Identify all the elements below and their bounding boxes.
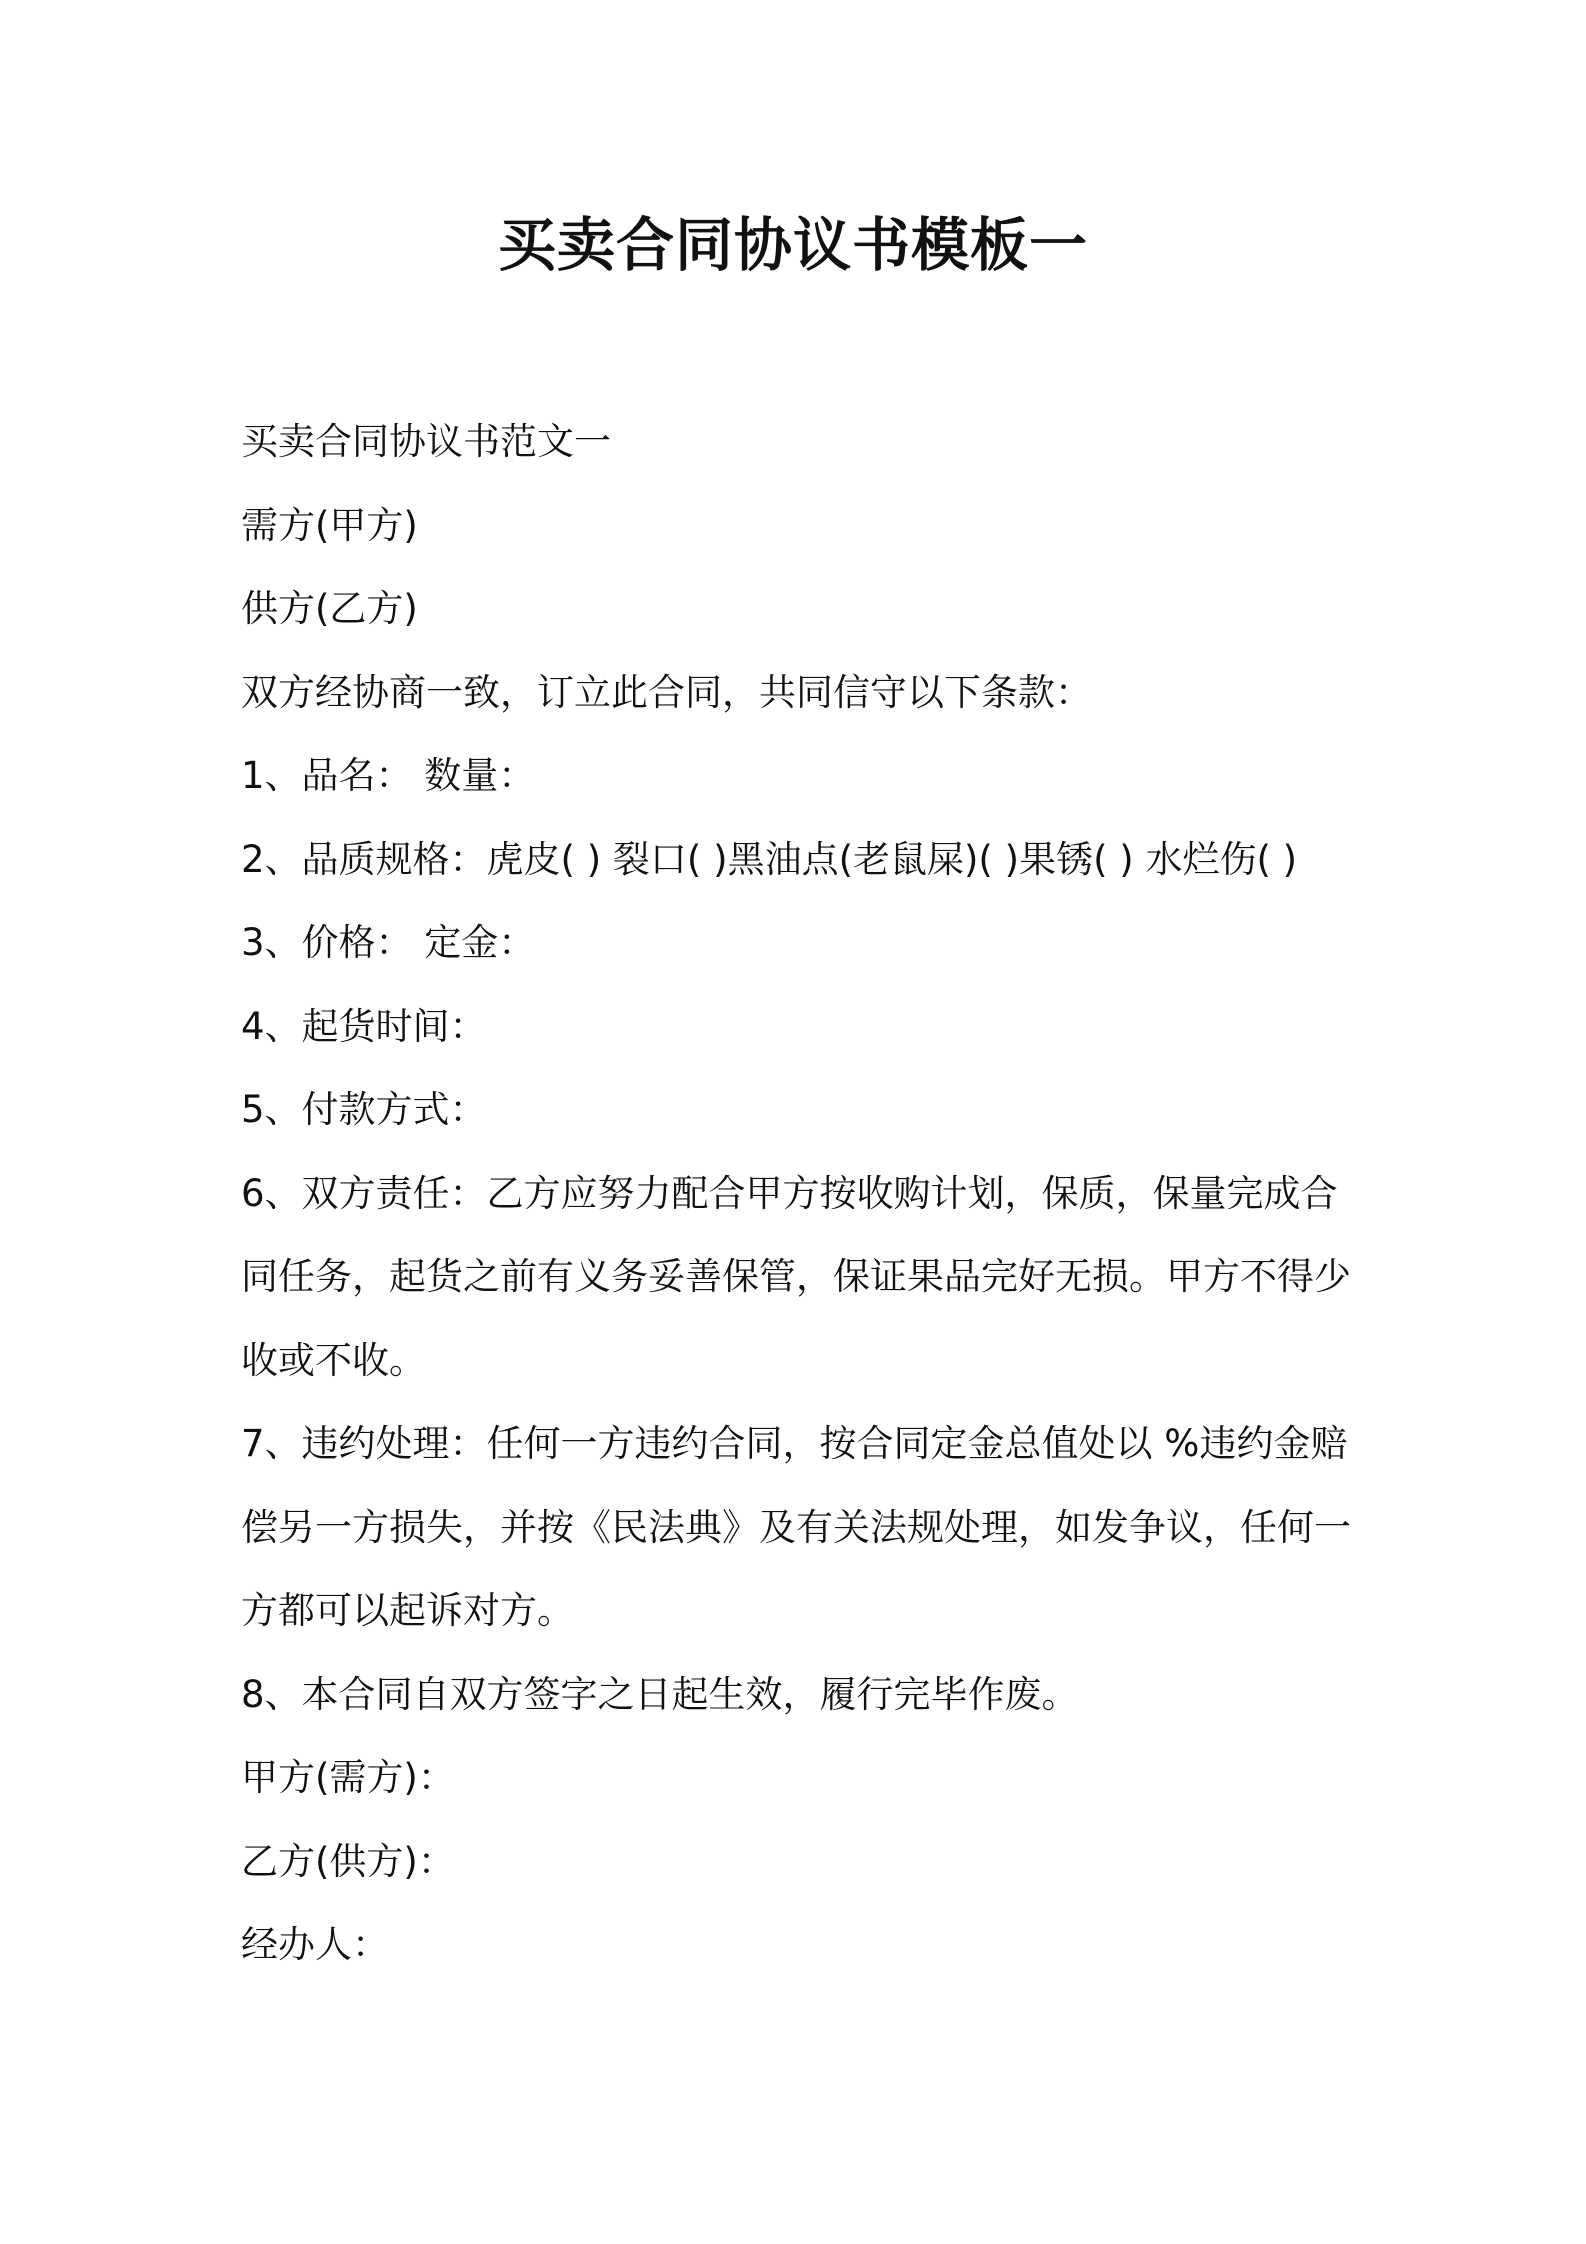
buyer-party-line: 需方(甲方)	[241, 503, 418, 547]
clause-6-line-1: 6、双方责任：乙方应努力配合甲方按收购计划，保质，保量完成合	[241, 1171, 1338, 1215]
clause-6-paragraph	[241, 1152, 1361, 1403]
clause-5-line: 5、付款方式：	[241, 1088, 487, 1131]
buyer-signature-line: 甲方(需方)：	[241, 1756, 455, 1799]
seller-signature-line: 乙方(供方)：	[241, 1839, 455, 1883]
subtitle-line: 买卖合同协议书范文一	[241, 420, 611, 463]
clause-1-line: 1、品名： 数量：	[241, 754, 536, 797]
clause-4-line: 4、起货时间：	[241, 1004, 487, 1048]
clause-7-line-2: 偿另一方损失，并按《民法典》及有关法规处理，如发争议，任何一	[241, 1505, 1351, 1549]
clause-7-paragraph	[241, 1402, 1361, 1653]
clause-6-line-3: 收或不收。	[241, 1338, 426, 1382]
clause-3-line: 3、价格： 定金：	[241, 921, 536, 964]
handler-signature-line: 经办人：	[241, 1923, 389, 1966]
clause-6-line-2: 同任务，起货之前有义务妥善保管，保证果品完好无损。甲方不得少	[241, 1255, 1351, 1298]
clause-7-line-3: 方都可以起诉对方。	[241, 1589, 574, 1632]
clause-7-line-1: 7、违约处理：任何一方违约合同，按合同定金总值处以 %违约金赔	[241, 1422, 1348, 1465]
seller-party-line: 供方(乙方)	[241, 587, 418, 630]
document-body	[241, 400, 1361, 1987]
clause-2-line: 2、品质规格：虎皮( ) 裂口( )黑油点(老鼠屎)( )果锈( ) 水烂伤( )	[241, 837, 1298, 881]
document-title: 买卖合同协议书模板一	[497, 211, 1088, 279]
intro-line: 双方经协商一致，订立此合同，共同信守以下条款：	[241, 670, 1092, 714]
clause-8-line: 8、本合同自双方签字之日起生效，履行完毕作废。	[241, 1672, 1079, 1716]
